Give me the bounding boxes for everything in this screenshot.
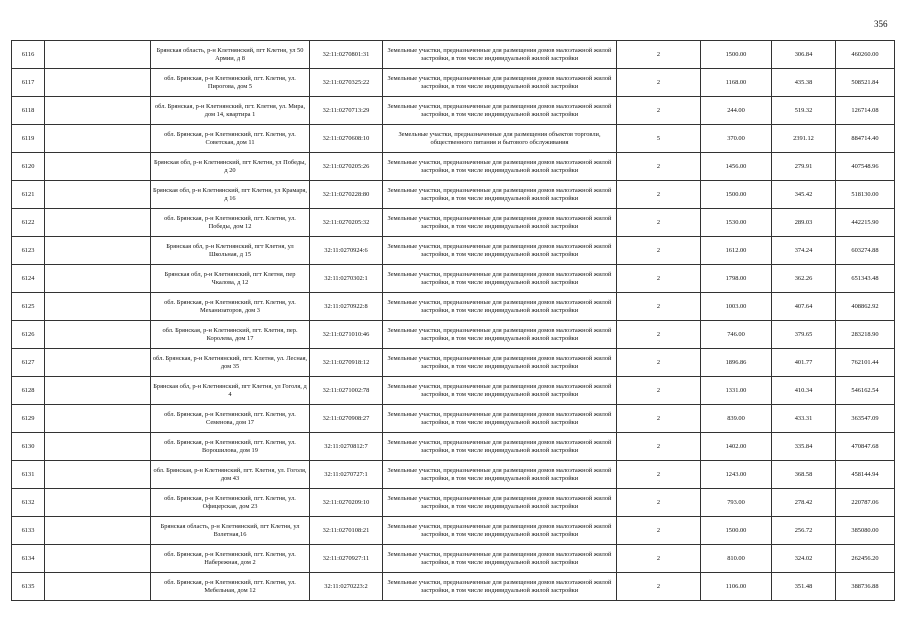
cell-land-use: Земельные участки, предназначенные для размещения домов малоэтажной жилой застройки, в том числе индивидуальной жилой застройки — [383, 237, 617, 265]
cell-cadastral-value: 126714.08 — [836, 97, 895, 125]
cell-specific-value: 335.84 — [772, 433, 836, 461]
cell-cadastral-value: 470847.68 — [836, 433, 895, 461]
cell-area: 1456.00 — [701, 153, 772, 181]
cell-cadastral-number: 32:11:0271010:46 — [310, 321, 383, 349]
cell-land-use: Земельные участки, предназначенные для размещения домов малоэтажной жилой застройки, в том числе индивидуальной жилой застройки — [383, 321, 617, 349]
cell-cadastral-value: 546162.54 — [836, 377, 895, 405]
cell-specific-value: 289.03 — [772, 209, 836, 237]
cell-empty — [45, 349, 151, 377]
cell-empty: 6120 — [12, 153, 45, 181]
cell-cadastral-number: 32:11:0270608:10 — [310, 125, 383, 153]
cell-group: 2 — [617, 293, 701, 321]
cell-empty — [45, 265, 151, 293]
cell-specific-value: 306.84 — [772, 41, 836, 69]
table-row — [12, 489, 895, 517]
cell-area: 1500.00 — [701, 41, 772, 69]
cell-specific-value: 379.65 — [772, 321, 836, 349]
cell-area: 1243.00 — [701, 461, 772, 489]
cell-cadastral-number: 32:11:0271002:78 — [310, 377, 383, 405]
cell-group: 2 — [617, 433, 701, 461]
cell-specific-value: 410.34 — [772, 377, 836, 405]
cell-group: 2 — [617, 265, 701, 293]
cell-address: обл. Брянская, р-н Клетнянский, пгт. Клетня, ул. Лесная, дом 35 — [151, 349, 310, 377]
cell-cadastral-value: 408862.92 — [836, 293, 895, 321]
cell-land-use: Земельные участки, предназначенные для размещения домов малоэтажной жилой застройки, в том числе индивидуальной жилой застройки — [383, 517, 617, 545]
table-row — [12, 41, 895, 69]
cell-specific-value: 351.48 — [772, 573, 836, 601]
cell-address: обл. Брянская, р-н Клетнянский, пгт. Клетня, ул. Ворошилова, дом 19 — [151, 433, 310, 461]
cell-address: Брянская обл, р-н Клетнянский, пгт Клетня, пер Чкалова, д 12 — [151, 265, 310, 293]
table-row — [12, 573, 895, 601]
cell-group: 2 — [617, 349, 701, 377]
cell-empty: 6118 — [12, 97, 45, 125]
cell-empty — [45, 461, 151, 489]
cell-empty: 6121 — [12, 181, 45, 209]
cell-specific-value: 324.02 — [772, 545, 836, 573]
cell-address: обл. Брянская, р-н Клетнянский, пгт. Клетня, ул. Набережная, дом 2 — [151, 545, 310, 573]
cell-area: 1106.00 — [701, 573, 772, 601]
cell-area: 244.00 — [701, 97, 772, 125]
cell-group: 2 — [617, 209, 701, 237]
cell-empty — [45, 153, 151, 181]
cell-land-use: Земельные участки, предназначенные для размещения домов малоэтажной жилой застройки, в том числе индивидуальной жилой застройки — [383, 461, 617, 489]
cell-empty: 6135 — [12, 573, 45, 601]
table-row — [12, 293, 895, 321]
cell-address: Брянская обл, р-н Клетнянский, пгт Клетня, ул Победы, д 20 — [151, 153, 310, 181]
cell-specific-value: 256.72 — [772, 517, 836, 545]
cell-land-use: Земельные участки, предназначенные для размещения домов малоэтажной жилой застройки, в том числе индивидуальной жилой застройки — [383, 265, 617, 293]
table-row — [12, 69, 895, 97]
cell-empty — [45, 545, 151, 573]
cell-group: 2 — [617, 41, 701, 69]
cell-land-use: Земельные участки, предназначенные для размещения домов малоэтажной жилой застройки, в том числе индивидуальной жилой застройки — [383, 573, 617, 601]
cell-empty — [45, 293, 151, 321]
cell-address: обл. Брянская, р-н Клетнянский, пгт. Клетня, ул. Механизаторов, дом 3 — [151, 293, 310, 321]
cell-empty — [45, 69, 151, 97]
cell-address: обл. Брянская, р-н Клетнянский, пгт. Клетня, ул. Мира, дом 14, квартира 1 — [151, 97, 310, 125]
cell-cadastral-value: 363547.09 — [836, 405, 895, 433]
cell-cadastral-value: 884714.40 — [836, 125, 895, 153]
table-row — [12, 517, 895, 545]
cell-area: 1530.00 — [701, 209, 772, 237]
cell-empty — [45, 125, 151, 153]
cell-land-use: Земельные участки, предназначенные для размещения домов малоэтажной жилой застройки, в том числе индивидуальной жилой застройки — [383, 489, 617, 517]
cell-group: 2 — [617, 237, 701, 265]
cell-address: обл. Брянская, р-н Клетнянский, пгт. Клетня, ул. Семенова, дом 17 — [151, 405, 310, 433]
cell-specific-value: 279.91 — [772, 153, 836, 181]
cell-cadastral-value: 262456.20 — [836, 545, 895, 573]
cell-empty: 6119 — [12, 125, 45, 153]
cell-empty — [45, 377, 151, 405]
cell-empty: 6123 — [12, 237, 45, 265]
cell-area: 1500.00 — [701, 517, 772, 545]
cell-land-use: Земельные участки, предназначенные для размещения домов малоэтажной жилой застройки, в том числе индивидуальной жилой застройки — [383, 349, 617, 377]
cell-empty: 6130 — [12, 433, 45, 461]
cell-cadastral-number: 32:11:0270927:11 — [310, 545, 383, 573]
cell-group: 2 — [617, 461, 701, 489]
cell-empty: 6127 — [12, 349, 45, 377]
cell-area: 1500.00 — [701, 181, 772, 209]
cell-group: 2 — [617, 545, 701, 573]
cell-address: обл. Брянская, р-н Клетнянский, пгт. Клетня, пер. Королева, дом 17 — [151, 321, 310, 349]
cell-group: 2 — [617, 153, 701, 181]
cell-group: 2 — [617, 321, 701, 349]
cell-area: 1402.00 — [701, 433, 772, 461]
cell-land-use: Земельные участки, предназначенные для размещения домов малоэтажной жилой застройки, в том числе индивидуальной жилой застройки — [383, 209, 617, 237]
cell-land-use: Земельные участки, предназначенные для размещения домов малоэтажной жилой застройки, в том числе индивидуальной жилой застройки — [383, 181, 617, 209]
cell-empty — [45, 405, 151, 433]
cell-area: 746.00 — [701, 321, 772, 349]
cell-area: 839.00 — [701, 405, 772, 433]
table-row — [12, 181, 895, 209]
cell-empty — [45, 181, 151, 209]
cell-specific-value: 374.24 — [772, 237, 836, 265]
cell-empty — [45, 209, 151, 237]
cell-empty: 6133 — [12, 517, 45, 545]
cell-address: Брянская обл, р-н Клетнянский, пгт Клетня, ул Крамаря, д 16 — [151, 181, 310, 209]
cell-group: 2 — [617, 377, 701, 405]
cell-cadastral-number: 32:11:0270228:80 — [310, 181, 383, 209]
cell-cadastral-number: 32:11:0270209:10 — [310, 489, 383, 517]
cell-cadastral-value: 651343.48 — [836, 265, 895, 293]
cell-cadastral-number: 32:11:0270108:21 — [310, 517, 383, 545]
cell-cadastral-number: 32:11:0270924:6 — [310, 237, 383, 265]
cell-address: обл. Брянская, р-н Клетнянский, пгт. Клетня, ул. Советская, дом 11 — [151, 125, 310, 153]
cell-empty — [45, 97, 151, 125]
table-row — [12, 125, 895, 153]
table-row — [12, 237, 895, 265]
cell-empty: 6131 — [12, 461, 45, 489]
cell-cadastral-value: 460260.00 — [836, 41, 895, 69]
cell-cadastral-number: 32:11:0270918:12 — [310, 349, 383, 377]
cell-cadastral-number: 32:11:0270812:7 — [310, 433, 383, 461]
cell-group: 2 — [617, 489, 701, 517]
cell-empty — [45, 489, 151, 517]
cell-cadastral-value: 385080.00 — [836, 517, 895, 545]
table-row — [12, 461, 895, 489]
cell-cadastral-value: 762101.44 — [836, 349, 895, 377]
table-row — [12, 153, 895, 181]
cell-group: 2 — [617, 573, 701, 601]
cell-empty — [45, 573, 151, 601]
cell-cadastral-number: 32:11:0270205:32 — [310, 209, 383, 237]
cell-specific-value: 401.77 — [772, 349, 836, 377]
cell-cadastral-number: 32:11:0270908:27 — [310, 405, 383, 433]
cell-area: 810.00 — [701, 545, 772, 573]
cell-specific-value: 433.31 — [772, 405, 836, 433]
cell-land-use: Земельные участки, предназначенные для размещения домов малоэтажной жилой застройки, в том числе индивидуальной жилой застройки — [383, 545, 617, 573]
cell-address: обл. Брянская, р-н Клетнянский, пгт. Клетня, ул. Мебельная, дом 12 — [151, 573, 310, 601]
cell-empty: 6126 — [12, 321, 45, 349]
cell-address: обл. Брянская, р-н Клетнянский, пгт. Клетня, ул. Пирогова, дом 5 — [151, 69, 310, 97]
cell-land-use: Земельные участки, предназначенные для размещения домов малоэтажной жилой застройки, в том числе индивидуальной жилой застройки — [383, 293, 617, 321]
cell-empty: 6125 — [12, 293, 45, 321]
cell-group: 2 — [617, 97, 701, 125]
cell-cadastral-value: 407548.96 — [836, 153, 895, 181]
cell-area: 1896.86 — [701, 349, 772, 377]
cell-area: 1168.00 — [701, 69, 772, 97]
cell-specific-value: 407.64 — [772, 293, 836, 321]
cell-empty — [45, 41, 151, 69]
cell-cadastral-value: 442215.90 — [836, 209, 895, 237]
cell-empty: 6129 — [12, 405, 45, 433]
cell-address: Брянская область, р-н Клетнянский, пгт Клетня, ул 50 Армии, д 8 — [151, 41, 310, 69]
page-number: 356 — [874, 19, 888, 29]
cell-specific-value: 2391.12 — [772, 125, 836, 153]
cell-address: обл. Брянская, р-н Клетнянский, пгт. Клетня, ул. Победы, дом 12 — [151, 209, 310, 237]
cell-group: 5 — [617, 125, 701, 153]
cell-cadastral-number: 32:11:0270302:1 — [310, 265, 383, 293]
cell-area: 1612.00 — [701, 237, 772, 265]
cell-cadastral-value: 388736.88 — [836, 573, 895, 601]
cell-empty — [45, 321, 151, 349]
cell-cadastral-value: 518130.00 — [836, 181, 895, 209]
cell-group: 2 — [617, 181, 701, 209]
cell-address: Брянская обл, р-н Клетнянский, пгт Клетня, ул Школьная, д 15 — [151, 237, 310, 265]
cell-address: Брянская обл, р-н Клетнянский, пгт Клетня, ул Гоголя, д 4 — [151, 377, 310, 405]
cell-cadastral-value: 458144.94 — [836, 461, 895, 489]
table-row — [12, 349, 895, 377]
cell-specific-value: 362.26 — [772, 265, 836, 293]
cell-area: 1331.00 — [701, 377, 772, 405]
cell-empty: 6134 — [12, 545, 45, 573]
cell-cadastral-number: 32:11:0270727:1 — [310, 461, 383, 489]
cell-cadastral-value: 220787.06 — [836, 489, 895, 517]
cell-empty: 6122 — [12, 209, 45, 237]
cell-empty: 6124 — [12, 265, 45, 293]
cell-specific-value: 345.42 — [772, 181, 836, 209]
cell-group: 2 — [617, 69, 701, 97]
cell-area: 793.00 — [701, 489, 772, 517]
cell-land-use: Земельные участки, предназначенные для размещения объектов торговли, общественного питания и бытового обслуживания — [383, 125, 617, 153]
cell-group: 2 — [617, 405, 701, 433]
cell-specific-value: 435.38 — [772, 69, 836, 97]
cell-cadastral-value: 508521.84 — [836, 69, 895, 97]
cell-specific-value: 368.58 — [772, 461, 836, 489]
cell-specific-value: 519.32 — [772, 97, 836, 125]
cell-empty: 6116 — [12, 41, 45, 69]
table-row — [12, 97, 895, 125]
table-row — [12, 321, 895, 349]
cell-land-use: Земельные участки, предназначенные для размещения домов малоэтажной жилой застройки, в том числе индивидуальной жилой застройки — [383, 153, 617, 181]
cell-address: обл. Брянская, р-н Клетнянский, пгт. Клетня, ул. Гоголя, дом 43 — [151, 461, 310, 489]
cell-area: 370.00 — [701, 125, 772, 153]
cell-land-use: Земельные участки, предназначенные для размещения домов малоэтажной жилой застройки, в том числе индивидуальной жилой застройки — [383, 405, 617, 433]
cadastral-value-table — [11, 40, 895, 601]
table-row — [12, 405, 895, 433]
cell-cadastral-number: 32:11:0270325:22 — [310, 69, 383, 97]
cell-empty: 6132 — [12, 489, 45, 517]
cell-address: обл. Брянская, р-н Клетнянский, пгт. Клетня, ул. Офицерская, дом 23 — [151, 489, 310, 517]
cell-cadastral-number: 32:11:0270205:26 — [310, 153, 383, 181]
cell-empty — [45, 517, 151, 545]
cell-area: 1798.00 — [701, 265, 772, 293]
cell-cadastral-number: 32:11:0270801:31 — [310, 41, 383, 69]
cell-group: 2 — [617, 517, 701, 545]
cell-specific-value: 278.42 — [772, 489, 836, 517]
table-row — [12, 265, 895, 293]
cell-address: Брянская область, р-н Клетнянский, пгт Клетня, ул Взлетная,16 — [151, 517, 310, 545]
cell-land-use: Земельные участки, предназначенные для размещения домов малоэтажной жилой застройки, в том числе индивидуальной жилой застройки — [383, 377, 617, 405]
table-body — [12, 41, 895, 601]
cell-empty: 6128 — [12, 377, 45, 405]
cell-land-use: Земельные участки, предназначенные для размещения домов малоэтажной жилой застройки, в том числе индивидуальной жилой застройки — [383, 97, 617, 125]
cell-cadastral-number: 32:11:0270922:8 — [310, 293, 383, 321]
cell-land-use: Земельные участки, предназначенные для размещения домов малоэтажной жилой застройки, в том числе индивидуальной жилой застройки — [383, 69, 617, 97]
cell-empty: 6117 — [12, 69, 45, 97]
cell-land-use: Земельные участки, предназначенные для размещения домов малоэтажной жилой застройки, в том числе индивидуальной жилой застройки — [383, 433, 617, 461]
table-row — [12, 545, 895, 573]
table-row — [12, 433, 895, 461]
cell-cadastral-number: 32:11:0270713:29 — [310, 97, 383, 125]
cell-area: 1003.00 — [701, 293, 772, 321]
cell-empty — [45, 433, 151, 461]
cell-cadastral-value: 283218.90 — [836, 321, 895, 349]
cell-cadastral-value: 603274.88 — [836, 237, 895, 265]
table-row — [12, 209, 895, 237]
cell-cadastral-number: 32:11:0270223:2 — [310, 573, 383, 601]
cell-empty — [45, 237, 151, 265]
cell-land-use: Земельные участки, предназначенные для размещения домов малоэтажной жилой застройки, в том числе индивидуальной жилой застройки — [383, 41, 617, 69]
table-row — [12, 377, 895, 405]
